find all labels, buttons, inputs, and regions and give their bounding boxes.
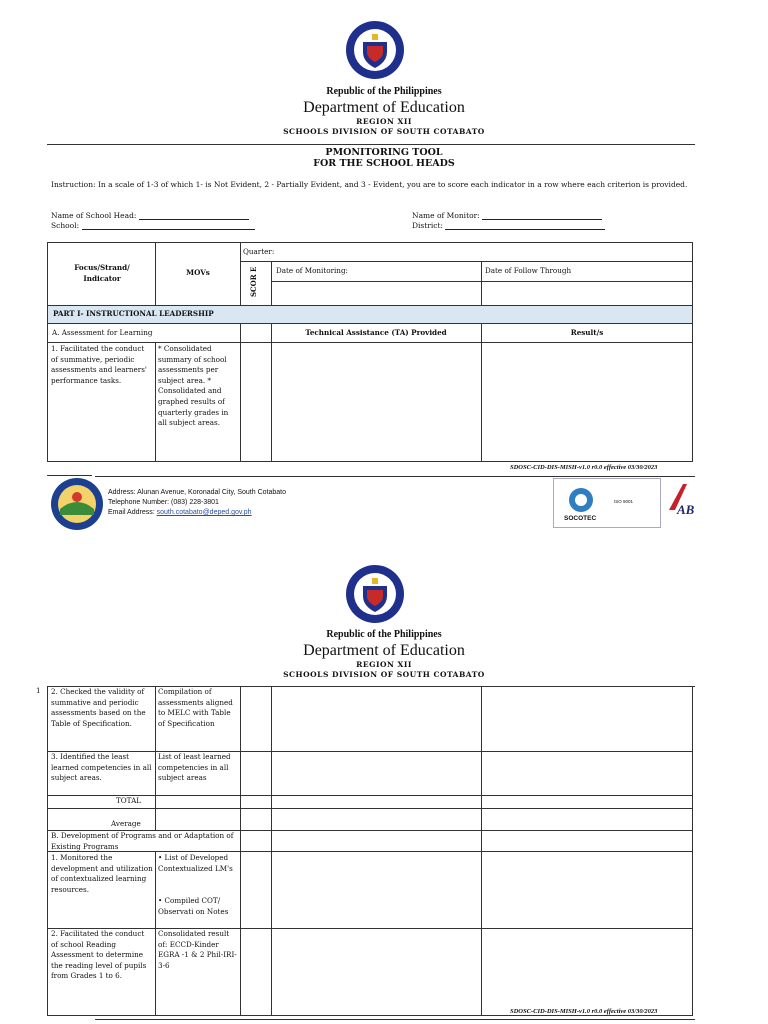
socotec-label: SOCOTEC <box>564 515 597 522</box>
division-seal-icon <box>50 477 104 531</box>
row2-indicator: 2. Checked the validity of summative and periodic assessments based on the Table of Specification. <box>51 687 146 728</box>
school-head-line[interactable] <box>139 210 249 220</box>
email-link[interactable]: south.cotabato@deped.gov.ph <box>156 509 252 516</box>
ab-cert-icon <box>665 480 701 526</box>
form-title-line1: PMONITORING TOOL <box>325 147 443 158</box>
col-date-follow-header: Date of Follow Through <box>485 266 572 275</box>
address-text: Address: Alunan Avenue, Koronadal City, South Cotabato <box>108 489 286 496</box>
monitor-field[interactable] <box>412 210 602 220</box>
instruction-text: Instruction: In a scale of 1-3 of which 1- is Not Evident, 2 - Partially Evident, and 3 - Evident, you are to score each indicator in a row where each criterion is provided. <box>51 180 688 189</box>
b1-indicator: 1. Monitored the development and utilization of contextualized learning resources. <box>51 853 153 894</box>
section-a-label: A. Assessment for Learning <box>52 328 153 337</box>
socotec-badge <box>553 478 661 528</box>
ref-code: SDOSC-CID-DIS-MISH-v1.0 r0.0 effective 03/30/2023 <box>510 464 658 471</box>
row3-movs: List of least learned competencies in all subject areas <box>158 752 231 783</box>
deped-seal-icon <box>345 20 405 80</box>
total-label: TOTAL <box>116 796 142 805</box>
col-focus-header: Focus/Strand/ Indicator <box>74 263 130 283</box>
region-text-2: REGION XII <box>356 660 412 669</box>
republic-text: Republic of the Philippines <box>326 86 442 97</box>
division-text: SCHOOLS DIVISION OF SOUTH COTABATO <box>283 127 485 136</box>
iso-label: ISO 9001 <box>614 499 634 504</box>
email-label: Email Address: <box>108 509 155 516</box>
part1-band <box>47 305 693 324</box>
row3-indicator: 3. Identified the least learned competencies in all subject areas. <box>51 752 152 783</box>
socotec-logo-icon <box>568 487 594 513</box>
monitor-line[interactable] <box>482 210 602 220</box>
part1-label: PART I- INSTRUCTIONAL LEADERSHIP <box>53 309 214 318</box>
b1-movs-2: • Compiled COT/ Observati on Notes <box>158 896 229 916</box>
col-score-header: SCOR E <box>249 266 258 297</box>
b2-movs: Consolidated result of: ECCD-Kinder EGRA -1 & 2 Phil-IRI-3-6 <box>158 929 237 970</box>
col-ta-header: Technical Assistance (TA) Provided <box>305 328 447 337</box>
school-line[interactable] <box>82 220 255 230</box>
region-text: REGION XII <box>356 117 412 126</box>
footer-rule-2 <box>95 1019 695 1020</box>
district-label: District: <box>412 221 443 230</box>
average-label: Average <box>111 819 141 828</box>
school-head-label: Name of School Head: <box>51 211 137 220</box>
school-label: School: <box>51 221 80 230</box>
row2-movs: Compilation of assessments aligned to MELC with Table of Specification <box>158 687 233 728</box>
col-date-monitoring-header: Date of Monitoring: <box>276 266 348 275</box>
row1-movs: * Consolidated summary of school assessments per subject area. * Consolidated and graphed results of quarterly grades in all subject areas. <box>158 344 229 428</box>
row-marker: 1 <box>36 686 41 695</box>
ref-code-2: SDOSC-CID-DIS-MISH-v1.0 r0.0 effective 03/30/2023 <box>510 1008 658 1015</box>
district-line[interactable] <box>445 220 605 230</box>
footer-rule <box>95 476 695 477</box>
republic-text-2: Republic of the Philippines <box>326 629 442 640</box>
col-movs-header: MOVs <box>186 268 210 277</box>
school-field[interactable] <box>51 220 255 230</box>
division-text-2: SCHOOLS DIVISION OF SOUTH COTABATO <box>283 670 485 679</box>
school-head-field[interactable] <box>51 210 249 220</box>
email-line <box>108 508 286 518</box>
district-field[interactable] <box>412 220 605 230</box>
footer-address-block <box>108 488 286 518</box>
b1-movs-1: • List of Developed Contextualized LM's <box>158 853 233 873</box>
col-results-header: Result/s <box>570 328 604 337</box>
footer-rule-short <box>47 475 92 476</box>
department-title-2: Department of Education <box>303 642 465 659</box>
quarter-label: Quarter: <box>243 247 275 256</box>
ab-label: AB <box>677 502 695 517</box>
b2-indicator: 2. Facilitated the conduct of school Reading Assessment to determine the reading level of pupils from Grades 1 to 6. <box>51 929 147 981</box>
form-title-line2: FOR THE SCHOOL HEADS <box>313 158 455 169</box>
deped-seal-icon-2 <box>345 564 405 624</box>
department-title: Department of Education <box>303 99 465 116</box>
telephone-text: Telephone Number: (083) 228-3801 <box>108 499 219 506</box>
row1-indicator: 1. Facilitated the conduct of summative, periodic assessments and learners' performance tasks. <box>51 344 147 385</box>
monitor-label: Name of Monitor: <box>412 211 480 220</box>
header-divider <box>47 144 695 145</box>
section-b-label: B. Development of Programs and or Adaptation of Existing Programs <box>51 831 234 851</box>
